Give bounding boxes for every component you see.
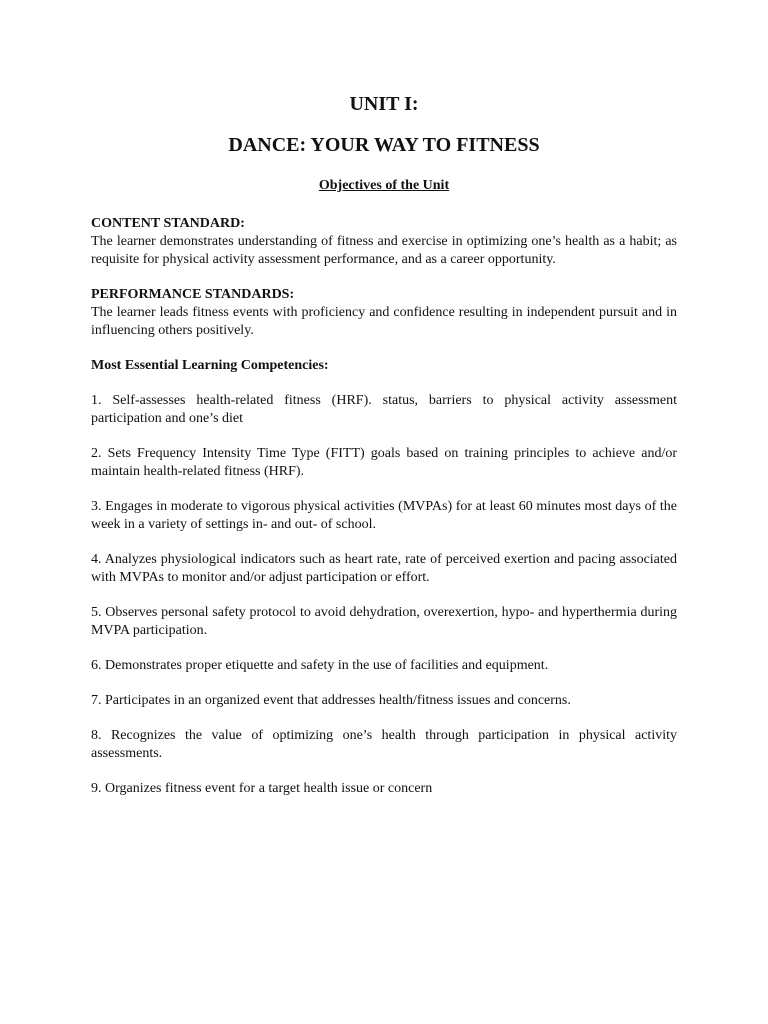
content-standard-text: The learner demonstrates understanding of fitness and exercise in optimizing one’s health as a habit; as requisite for physical activity assessment performance, and as a career opportunity. [91,234,677,267]
objectives-heading: Objectives of the Unit [318,178,450,193]
melc-heading: Most Essential Learning Competencies: [91,358,329,373]
unit-title: UNIT I: [349,93,419,115]
unit-subtitle: DANCE: YOUR WAY TO FITNESS [228,134,540,156]
competency-item: 1. Self-assesses health-related fitness (HRF). status, barriers to physical activity assessment participation and one’s diet [91,393,677,426]
competency-item: 5. Observes personal safety protocol to avoid dehydration, overexertion, hypo- and hyperthermia during MVPA participation. [91,605,677,638]
performance-standards-text: The learner leads fitness events with proficiency and confidence resulting in independent pursuit and in influencing others positively. [91,305,677,338]
performance-standards-section [91,286,677,340]
competency-item: 4. Analyzes physiological indicators such as heart rate, rate of perceived exertion and pacing associated with MVPAs to monitor and/or adjust participation or effort. [91,552,677,585]
competency-item: 6. Demonstrates proper etiquette and safety in the use of facilities and equipment. [91,658,549,673]
competency-item: 8. Recognizes the value of optimizing one’s health through participation in physical activity assessments. [91,728,677,761]
content-standard-heading: CONTENT STANDARD: [91,216,245,231]
competency-item: 2. Sets Frequency Intensity Time Type (FITT) goals based on training principles to achieve and/or maintain health-related fitness (HRF). [91,446,677,479]
performance-standards-heading: PERFORMANCE STANDARDS: [91,287,295,302]
document-page [91,92,677,815]
competency-list [91,392,677,798]
content-standard-section [91,215,677,269]
competency-item: 7. Participates in an organized event that addresses health/fitness issues and concerns. [91,693,571,708]
competency-item: 3. Engages in moderate to vigorous physical activities (MVPAs) for at least 60 minutes most days of the week in a variety of settings in- and out- of school. [91,499,677,532]
competency-item: 9. Organizes fitness event for a target health issue or concern [91,781,433,796]
